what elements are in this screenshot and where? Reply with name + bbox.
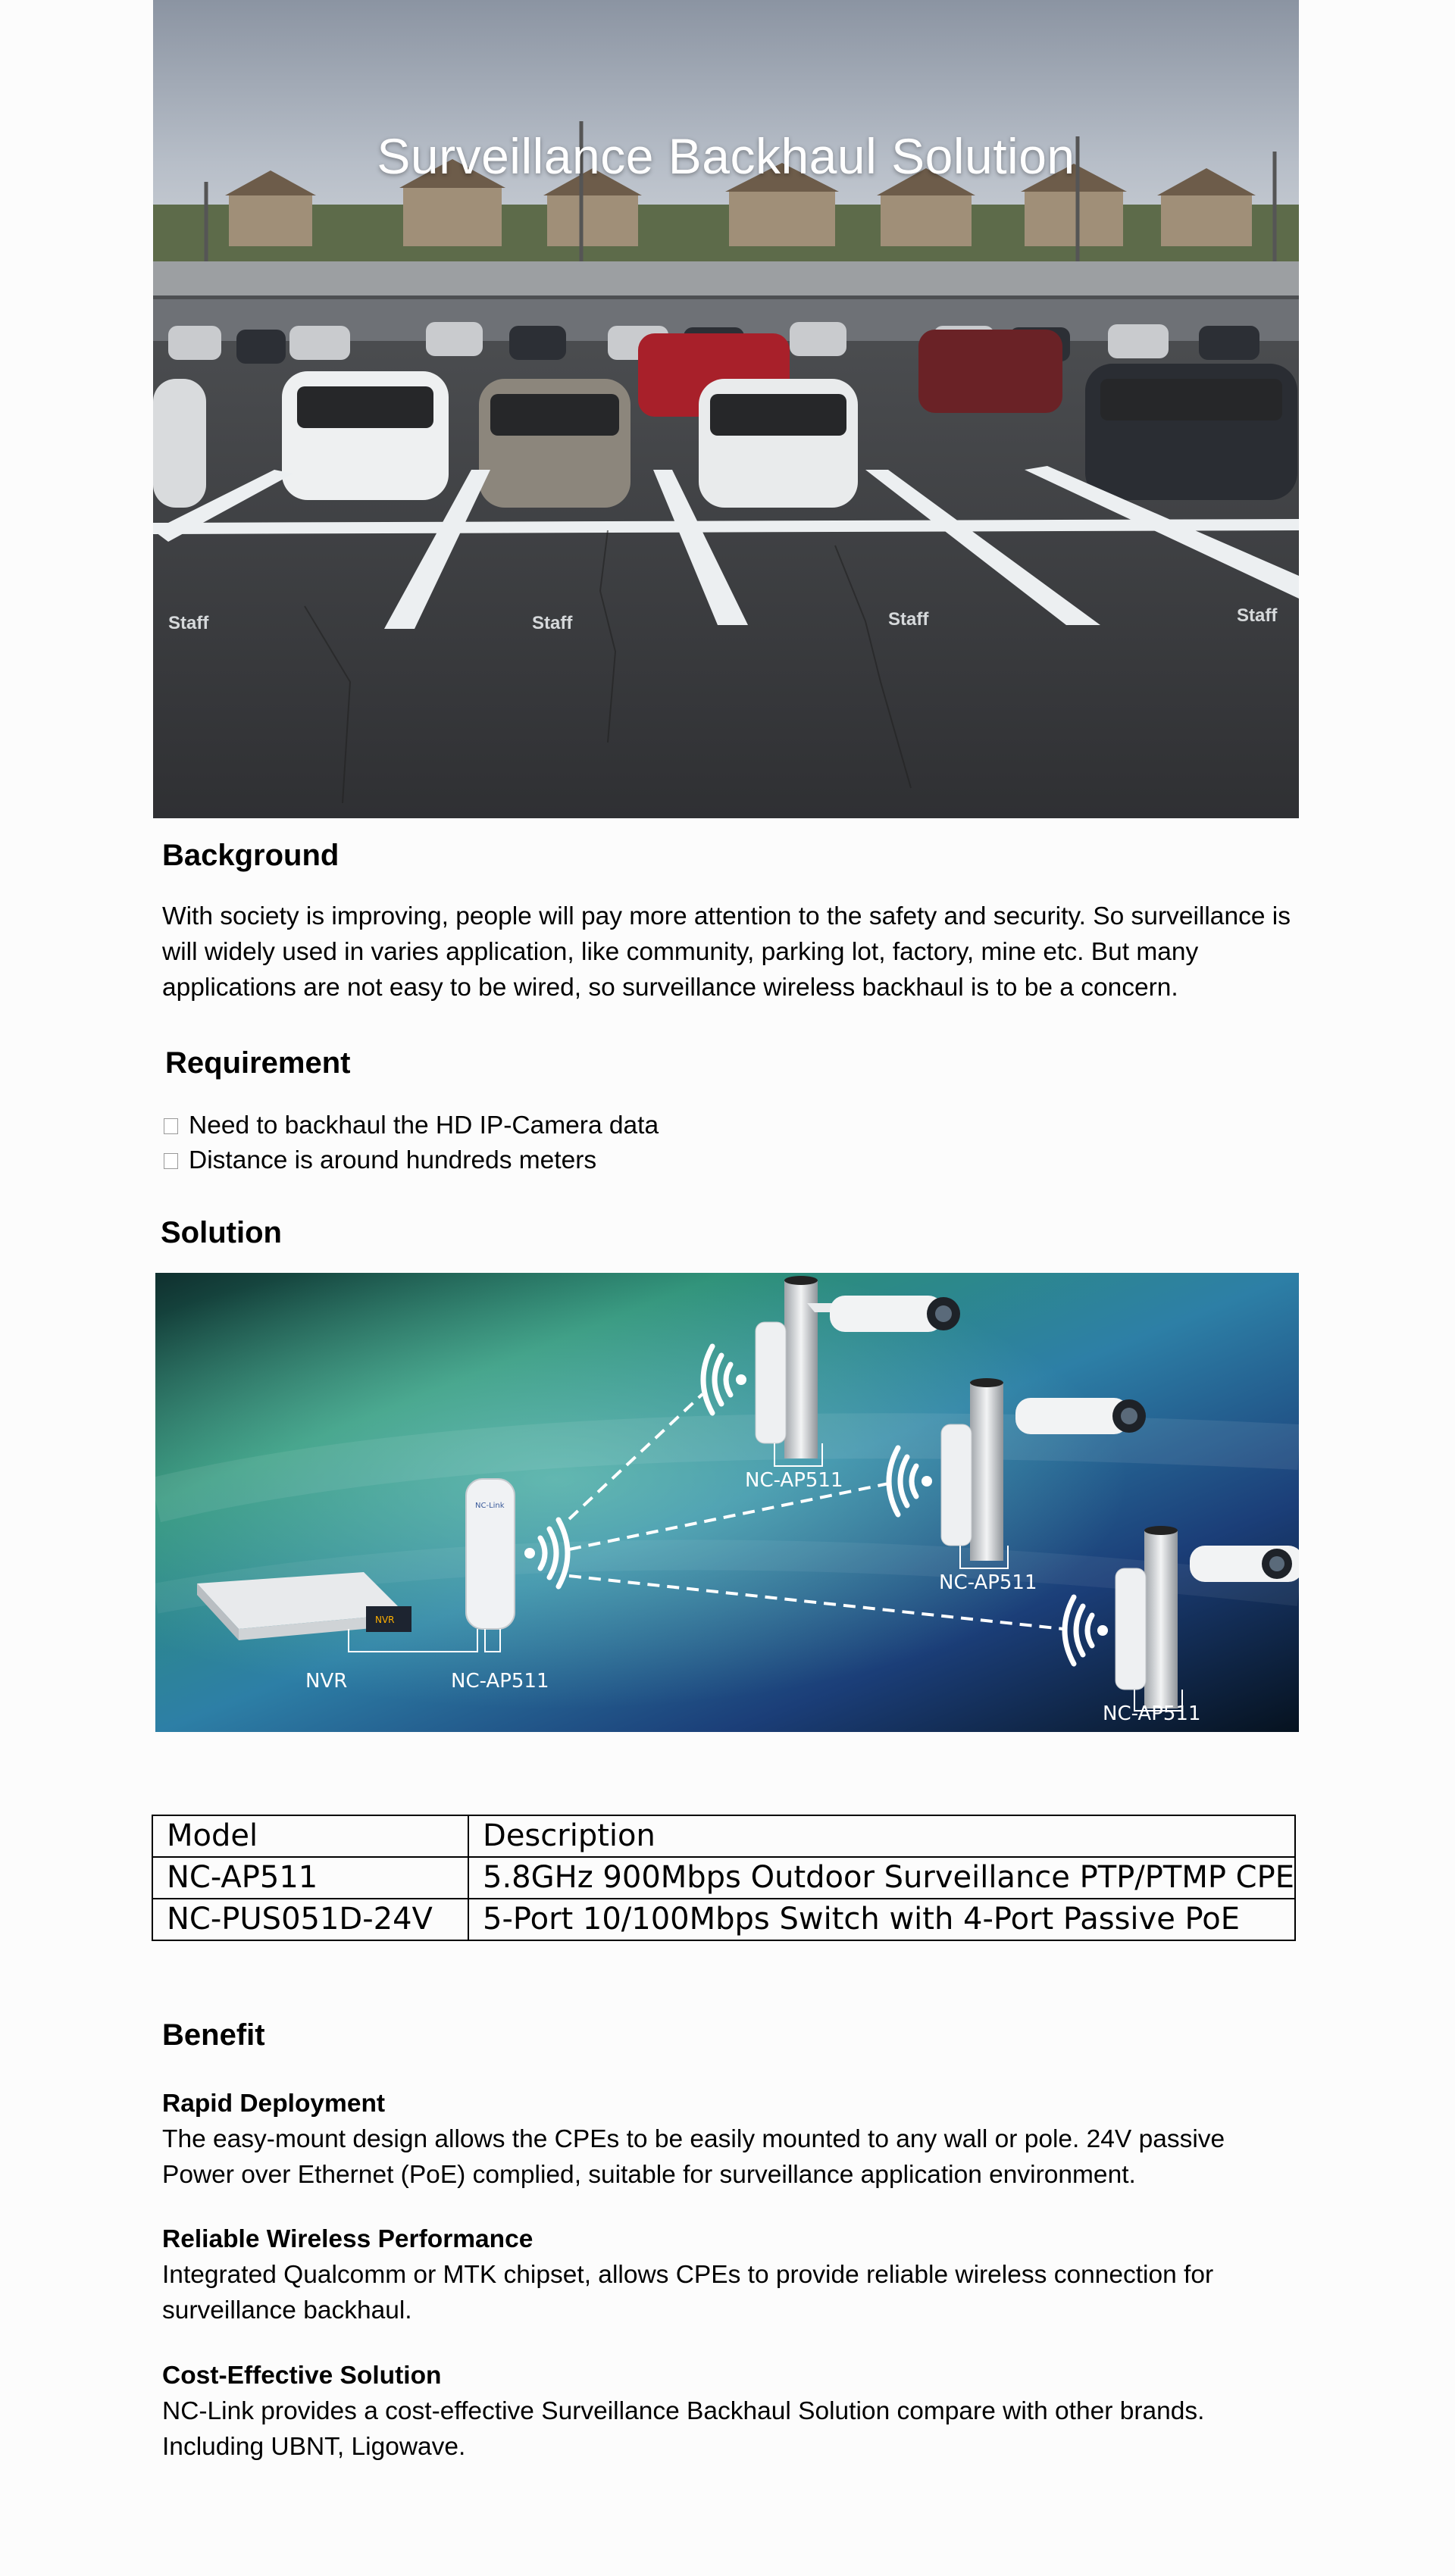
ap-label: NC-AP511 [451,1670,549,1693]
svg-text:NC-Link: NC-Link [475,1502,505,1510]
table-row [152,1899,1295,1940]
requirement-item-text: Distance is around hundreds meters [189,1146,597,1174]
benefit-item-text: Integrated Qualcomm or MTK chipset, allows CPEs to provide reliable wireless connection for surveillance backhaul. [162,2261,1214,2324]
svg-text:Staff: Staff [168,613,209,633]
checkbox-glyph-icon [164,1153,178,1169]
nvr-label: NVR [305,1670,348,1693]
benefit-item-heading: Rapid Deployment [162,2090,386,2118]
product-table [152,1815,1296,1941]
requirement-item [164,1108,659,1143]
camera-label: NC-AP511 [939,1571,1037,1594]
table-header-row [152,1815,1295,1857]
table-cell: 5.8GHz 900Mbps Outdoor Surveillance PTP/PTMP CPE [468,1857,1295,1899]
benefit-item-heading: Cost-Effective Solution [162,2362,442,2390]
background-text: With society is improving, people will pay more attention to the safety and security. So surveillance is will widely used in varies application, like community, parking lot, factory, mine etc. But many applications are not easy to be wired, so surveillance wireless backhaul is to be a concern. [162,902,1291,1002]
hero-banner [153,0,1299,818]
svg-text:Staff: Staff [888,609,929,630]
benefit-item-text: NC-Link provides a cost-effective Surveillance Backhaul Solution compare with other brands. Including UBNT, Ligowave. [162,2397,1205,2461]
camera-label: NC-AP511 [1103,1702,1201,1725]
requirement-heading: Requirement [165,1046,351,1080]
benefit-heading: Benefit [162,2018,265,2052]
benefit-item-text: The easy-mount design allows the CPEs to be easily mounted to any wall or pole. 24V passive Power over Ethernet (PoE) complied, suitable for surveillance application environment. [162,2125,1225,2189]
table-row [152,1857,1295,1899]
svg-text:Staff: Staff [532,613,573,633]
hero-title: Surveillance Backhaul Solution [377,128,1075,184]
table-cell: 5-Port 10/100Mbps Switch with 4-Port Passive PoE [468,1899,1295,1940]
table-header-cell: Model [152,1815,468,1857]
table-cell: NC-PUS051D-24V [152,1899,468,1940]
parking-lot-photo [153,0,1299,818]
table-header-cell: Description [468,1815,1295,1857]
requirement-item-text: Need to backhaul the HD IP-Camera data [189,1111,659,1140]
solution-diagram [155,1273,1299,1732]
svg-text:NVR: NVR [375,1615,395,1625]
solution-heading: Solution [161,1216,282,1249]
background-heading: Background [162,839,340,872]
central-access-point-icon [466,1479,515,1629]
camera-label: NC-AP511 [745,1469,843,1492]
svg-text:Staff: Staff [1237,605,1278,626]
requirement-item [164,1143,596,1178]
benefit-item-heading: Reliable Wireless Performance [162,2225,534,2253]
checkbox-glyph-icon [164,1118,178,1134]
table-cell: NC-AP511 [152,1857,468,1899]
